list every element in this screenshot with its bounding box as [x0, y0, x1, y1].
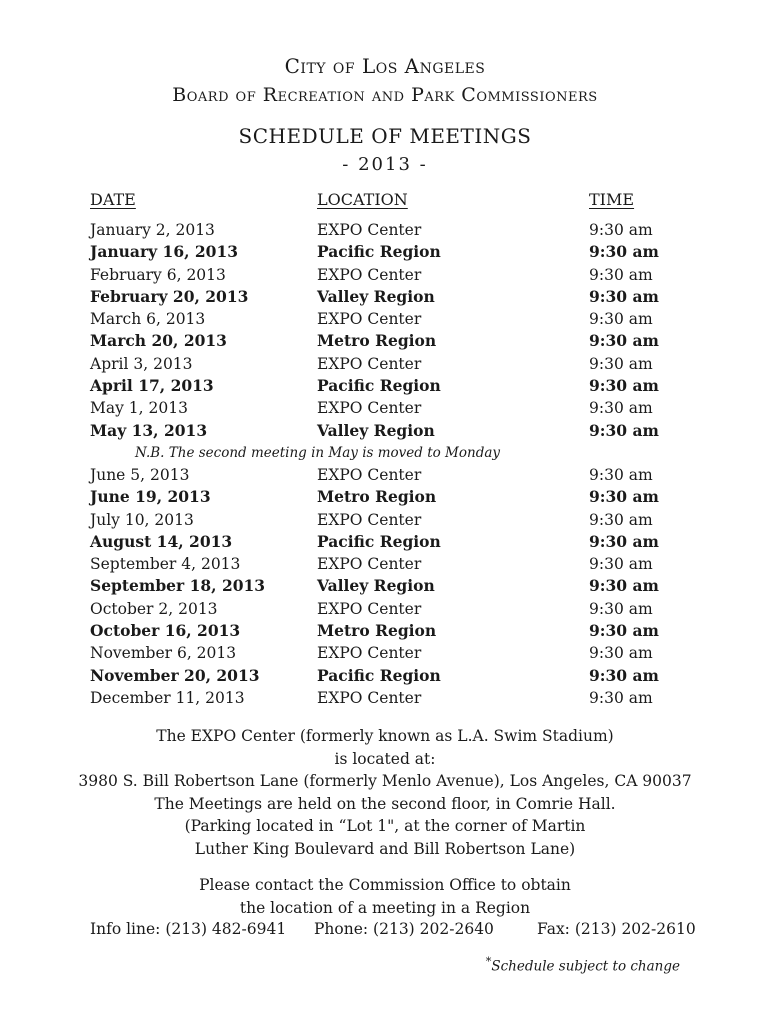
meeting-date: June 5, 2013	[90, 465, 190, 484]
meeting-location: EXPO Center	[317, 688, 422, 707]
meeting-date: October 16, 2013	[90, 621, 241, 641]
meeting-date: July 10, 2013	[90, 510, 194, 529]
meeting-date: May 1, 2013	[90, 399, 188, 418]
meeting-row	[0, 575, 770, 597]
footnote	[486, 955, 680, 975]
meeting-location: Pacific Region	[317, 376, 441, 396]
meeting-time: 9:30 am	[589, 531, 659, 551]
page-title: SCHEDULE OF MEETINGS	[238, 124, 532, 148]
meeting-location: EXPO Center	[317, 555, 422, 574]
meeting-row	[0, 241, 770, 263]
meeting-time: 9:30 am	[589, 420, 659, 440]
meeting-time: 9:30 am	[589, 487, 659, 507]
meeting-location: EXPO Center	[317, 599, 422, 618]
meeting-date: February 20, 2013	[90, 286, 249, 306]
meeting-location: EXPO Center	[317, 221, 422, 239]
meeting-row	[0, 286, 770, 308]
address-line: The EXPO Center (formerly known as L.A. Swim Stadium)	[156, 727, 614, 745]
phone-number: Phone: (213) 202-2640	[314, 920, 494, 938]
meeting-time: 9:30 am	[589, 465, 653, 484]
parking-line: Luther King Boulevard and Bill Robertson Lane)	[194, 839, 576, 858]
meeting-time: 9:30 am	[589, 376, 659, 396]
address-line: 3980 S. Bill Robertson Lane (formerly Menlo Avenue), Los Angeles, CA 90037	[78, 772, 692, 790]
meeting-date: March 20, 2013	[90, 331, 227, 351]
meeting-time: 9:30 am	[589, 599, 653, 618]
meeting-location: Valley Region	[317, 286, 435, 306]
meeting-date: June 19, 2013	[90, 487, 211, 507]
meeting-date: December 11, 2013	[90, 688, 245, 707]
column-headers	[0, 190, 770, 212]
meeting-location: EXPO Center	[317, 644, 422, 663]
meeting-row	[0, 553, 770, 575]
address-line: is located at:	[334, 749, 436, 768]
meeting-date: September 4, 2013	[90, 555, 241, 574]
meeting-time: 9:30 am	[589, 555, 653, 574]
meeting-date: April 17, 2013	[90, 376, 214, 396]
meeting-row	[0, 375, 770, 397]
contact-line: the location of a meeting in a Region	[239, 898, 531, 917]
meeting-row	[0, 598, 770, 620]
meeting-location: Pacific Region	[317, 531, 441, 551]
meeting-row	[0, 486, 770, 508]
meeting-row	[0, 464, 770, 486]
may-note-text: N.B. The second meeting in May is moved to Monday	[135, 444, 501, 461]
meeting-time: 9:30 am	[589, 665, 659, 685]
meeting-date: February 6, 2013	[90, 265, 226, 284]
meeting-date: September 18, 2013	[90, 576, 266, 596]
meeting-time: 9:30 am	[589, 331, 659, 351]
meeting-location: Metro Region	[317, 621, 437, 641]
meeting-date: August 14, 2013	[90, 531, 233, 551]
info-line: Info line: (213) 482-6941	[90, 920, 287, 938]
meeting-date: October 2, 2013	[90, 599, 218, 618]
meeting-time: 9:30 am	[589, 510, 653, 529]
meeting-location: EXPO Center	[317, 354, 422, 373]
contact-block	[0, 874, 770, 919]
meeting-time: 9:30 am	[589, 286, 659, 306]
meeting-time: 9:30 am	[589, 221, 653, 239]
address-line: The Meetings are held on the second floor, in Comrie Hall.	[154, 794, 616, 813]
date-column-header: DATE	[90, 190, 136, 209]
meeting-date: April 3, 2013	[90, 354, 193, 373]
meeting-date: January 16, 2013	[90, 242, 239, 262]
meeting-row	[0, 509, 770, 531]
meeting-row	[0, 620, 770, 642]
meeting-time: 9:30 am	[589, 310, 653, 329]
meeting-row	[0, 642, 770, 664]
meeting-row	[0, 665, 770, 687]
meeting-date: November 20, 2013	[90, 665, 260, 685]
meeting-row	[0, 330, 770, 352]
meeting-time: 9:30 am	[589, 621, 659, 641]
meeting-time: 9:30 am	[589, 399, 653, 418]
footnote-text: Schedule subject to change	[491, 958, 680, 975]
city-heading: City of Los Angeles	[284, 54, 486, 78]
meeting-location: Valley Region	[317, 420, 435, 440]
board-heading: Board of Recreation and Park Commissioners	[172, 84, 598, 106]
meeting-location: EXPO Center	[317, 399, 422, 418]
meeting-location: EXPO Center	[317, 465, 422, 484]
may-note	[0, 442, 770, 464]
meeting-date: November 6, 2013	[90, 644, 237, 663]
meeting-location: Pacific Region	[317, 665, 441, 685]
meeting-list	[0, 219, 770, 709]
meeting-location: Valley Region	[317, 576, 435, 596]
meeting-location: EXPO Center	[317, 265, 422, 284]
meeting-time: 9:30 am	[589, 265, 653, 284]
footnote-mark: *	[485, 955, 492, 968]
meeting-location: Metro Region	[317, 331, 437, 351]
meeting-date: May 13, 2013	[90, 420, 208, 440]
contact-line: Please contact the Commission Office to obtain	[199, 876, 571, 894]
meeting-date: January 2, 2013	[90, 221, 215, 239]
meeting-location: EXPO Center	[317, 510, 422, 529]
meeting-row	[0, 397, 770, 419]
meeting-row	[0, 420, 770, 442]
meeting-time: 9:30 am	[589, 242, 659, 262]
meeting-location: Metro Region	[317, 487, 437, 507]
meeting-time: 9:30 am	[589, 688, 653, 707]
meeting-time: 9:30 am	[589, 644, 653, 663]
meeting-row	[0, 531, 770, 553]
phone-row	[0, 918, 770, 940]
meeting-row	[0, 264, 770, 286]
meeting-location: EXPO Center	[317, 310, 422, 329]
meeting-row	[0, 308, 770, 330]
meeting-date: March 6, 2013	[90, 310, 206, 329]
parking-line: (Parking located in “Lot 1", at the corner of Martin	[184, 817, 586, 835]
meeting-time: 9:30 am	[589, 576, 659, 596]
location-column-header: LOCATION	[317, 190, 408, 209]
meeting-time: 9:30 am	[589, 354, 653, 373]
meeting-row	[0, 219, 770, 241]
address-block	[0, 725, 770, 860]
fax-number: Fax: (213) 202-2610	[537, 920, 696, 938]
time-column-header: TIME	[589, 190, 635, 209]
year-heading: - 2013 -	[342, 154, 428, 175]
meeting-location: Pacific Region	[317, 242, 441, 262]
meeting-row	[0, 687, 770, 709]
meeting-row	[0, 353, 770, 375]
